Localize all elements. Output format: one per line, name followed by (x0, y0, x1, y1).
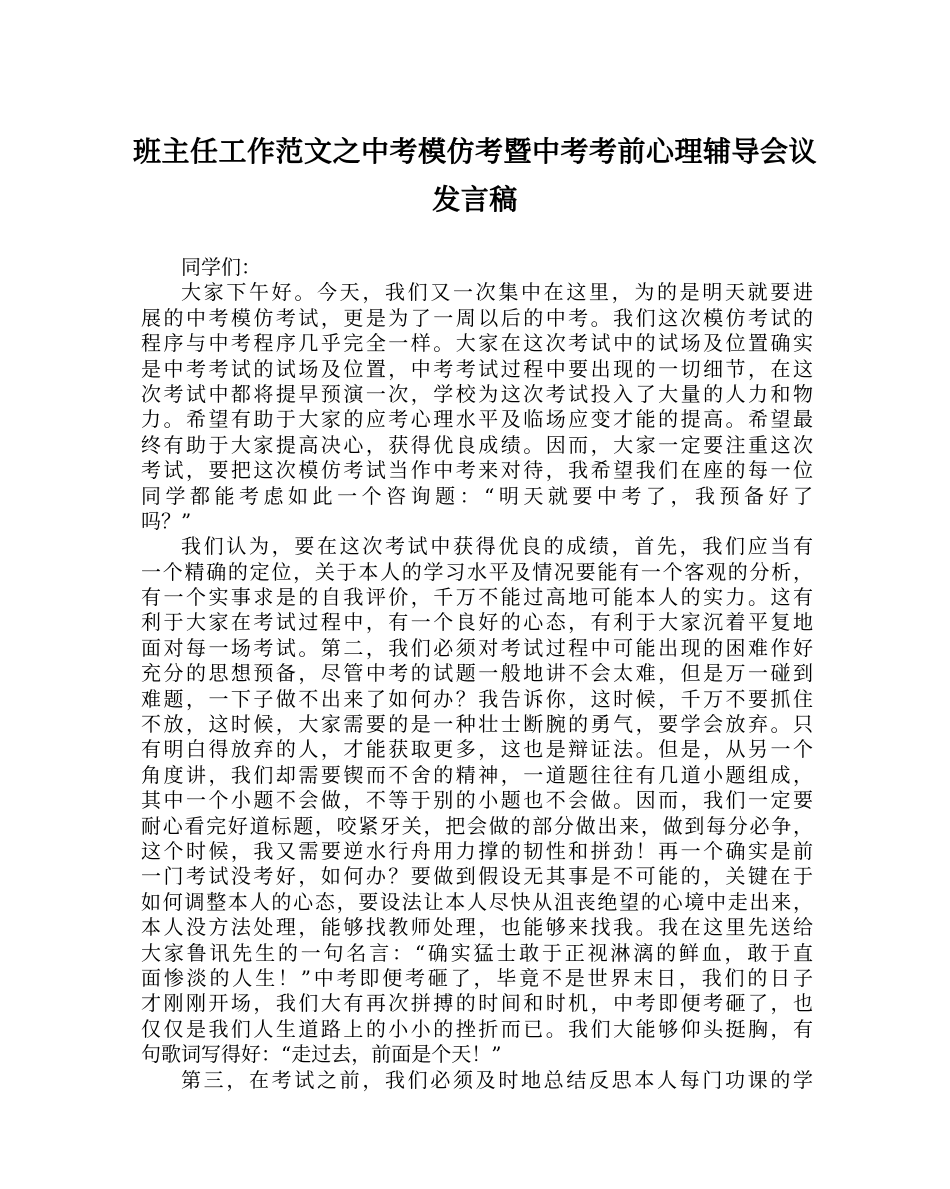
body-line: 大家下午好。今天，我们又一次集中在这里，为的是明天就要进 (181, 280, 813, 305)
body-line: 一个精确的定位，关于本人的学习水平及情况要能有一个客观的分析， (141, 559, 813, 584)
body-line: 同学都能考虑如此一个咨询题：“明天就要中考了，我预备好了 (141, 483, 813, 508)
document-title-line-2: 发言稿 (432, 183, 518, 216)
body-line: 力。希望有助于大家的应考心理水平及临场应变才能的提高。希望最 (141, 407, 813, 432)
salutation: 同学们： (181, 255, 261, 279)
body-line: 耐心看完好道标题，咬紧牙关，把会做的部分做出来，做到每分必争， (141, 813, 813, 838)
body-line: 句歌词写得好：“走过去，前面是个天！” (141, 1042, 502, 1067)
body-line: 吗？” (141, 508, 192, 533)
body-line: 利于大家在考试过程中，有一个良好的心态，有利于大家沉着平复地 (141, 610, 813, 635)
body-line: 才刚刚开场，我们大有再次拼搏的时间和时机，中考即便考砸了，也 (141, 991, 813, 1016)
body-line: 角度讲，我们却需要锲而不舍的精神，一道题往往有几道小题组成， (141, 762, 813, 787)
body-line: 本人没方法处理，能够找教师处理，也能够来找我。我在这里先送给 (141, 915, 813, 940)
body-line: 有一个实事求是的自我评价，千万不能过高地可能本人的实力。这有 (141, 585, 813, 610)
body-line: 程序与中考程序几乎完全一样。大家在这次考试中的试场及位置确实 (141, 331, 813, 356)
body-line: 面对每一场考试。第二，我们必须对考试过程中可能出现的困难作好 (141, 635, 813, 660)
body-line: 我们认为，要在这次考试中获得优良的成绩，首先，我们应当有 (181, 534, 813, 559)
body-line: 展的中考模仿考试，更是为了一周以后的中考。我们这次模仿考试的 (141, 305, 813, 330)
body-line: 面惨淡的人生！”中考即便考砸了，毕竟不是世界末日，我们的日子 (141, 965, 813, 990)
body-line: 其中一个小题不会做，不等于别的小题也不会做。因而，我们一定要 (141, 788, 813, 813)
document-title-line-1: 班主任工作范文之中考模仿考暨中考考前心理辅导会议 (132, 135, 817, 168)
body-line: 终有助于大家提高决心，获得优良成绩。因而，大家一定要注重这次 (141, 432, 813, 457)
body-line: 考试，要把这次模仿考试当作中考来对待，我希望我们在座的每一位 (141, 458, 813, 483)
body-line: 第三，在考试之前，我们必须及时地总结反思本人每门功课的学 (181, 1067, 813, 1092)
body-line: 不放，这时候，大家需要的是一种壮士断腕的勇气，要学会放弃。只 (141, 712, 813, 737)
body-line: 仅仅是我们人生道路上的小小的挫折而已。我们大能够仰头挺胸，有 (141, 1016, 813, 1041)
body-line: 这个时候，我又需要逆水行舟用力撑的韧性和拼劲！再一个确实是前 (141, 838, 813, 863)
document-body (141, 255, 813, 1093)
body-line: 如何调整本人的心态，要设法让本人尽快从沮丧绝望的心境中走出来， (141, 889, 813, 914)
body-line: 次考试中都将提早预演一次，学校为这次考试投入了大量的人力和物 (141, 381, 813, 406)
body-line: 充分的思想预备，尽管中考的试题一般地讲不会太难，但是万一碰到 (141, 661, 813, 686)
body-line: 一门考试没考好，如何办？要做到假设无其事是不可能的，关键在于 (141, 864, 813, 889)
body-line: 难题，一下子做不出来了如何办？我告诉你，这时候，千万不要抓住 (141, 686, 813, 711)
body-line: 大家鲁讯先生的一句名言：“确实猛士敢于正视淋漓的鲜血，敢于直 (141, 940, 813, 965)
body-line: 有明白得放弃的人，才能获取更多，这也是辩证法。但是，从另一个 (141, 737, 813, 762)
body-line: 是中考考试的试场及位置，中考考试过程中要出现的一切细节，在这 (141, 356, 813, 381)
